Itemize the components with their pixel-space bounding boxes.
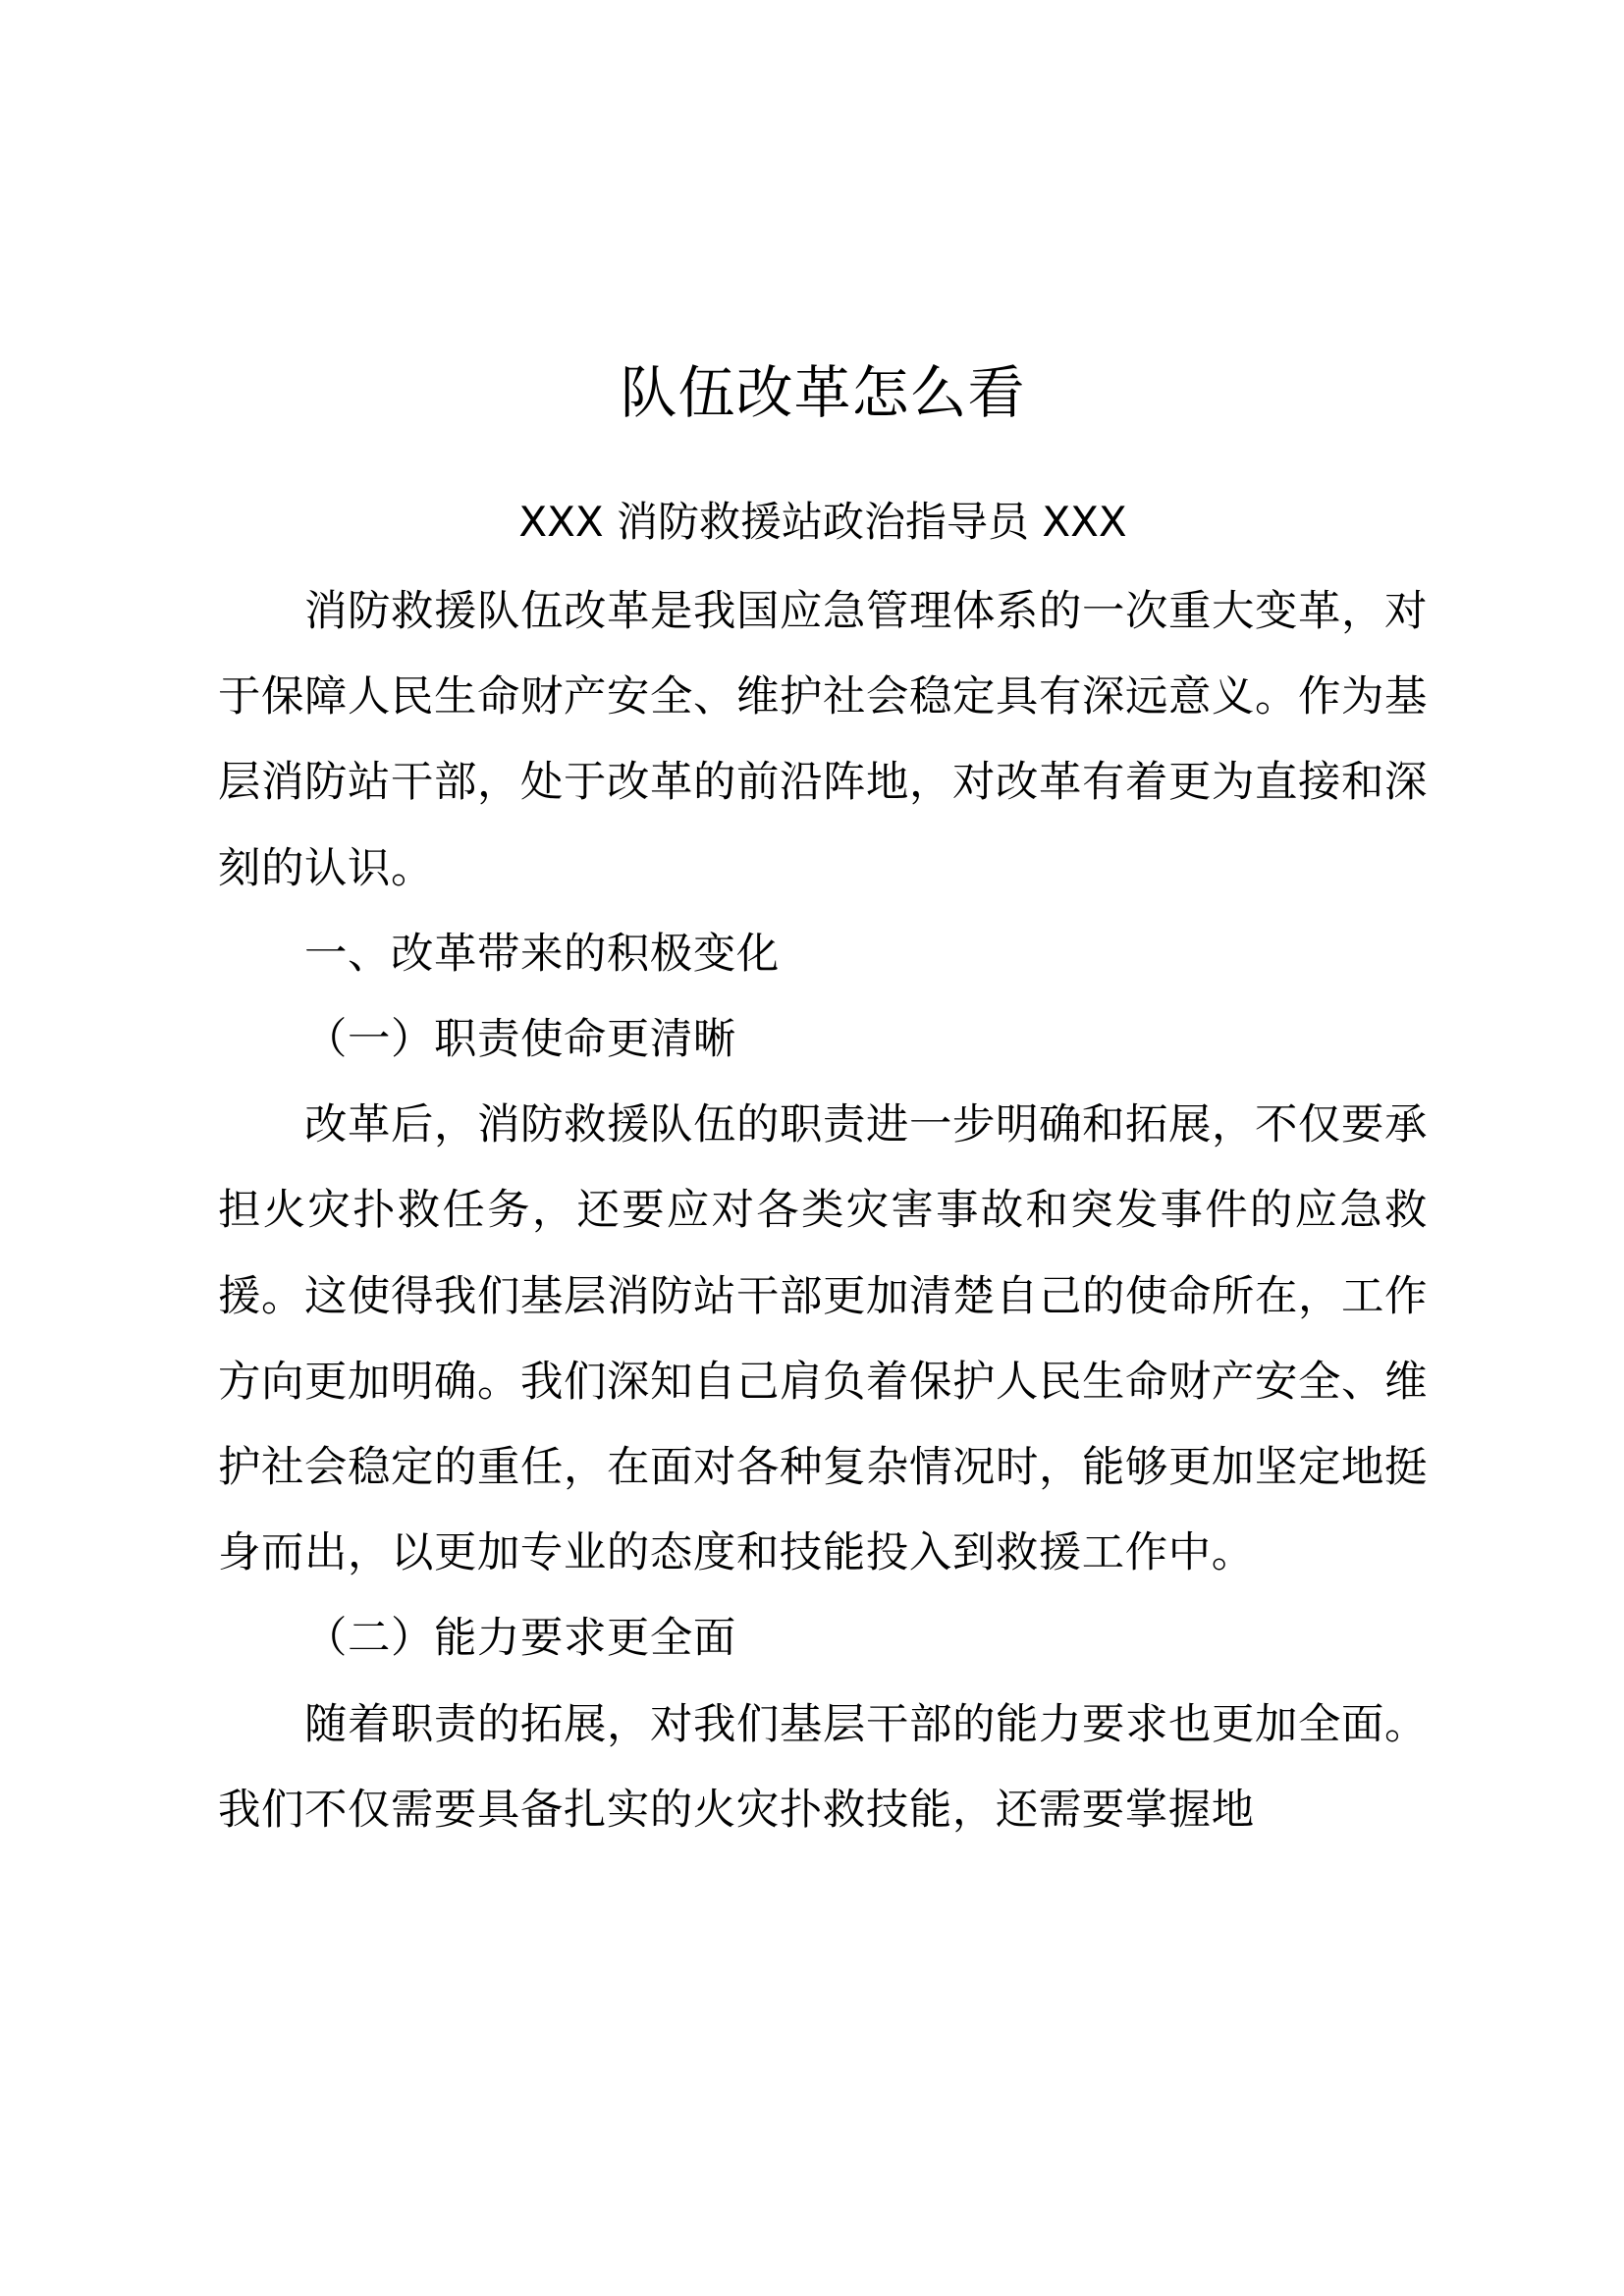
document-title: 队伍改革怎么看	[620, 359, 1026, 426]
document-body	[218, 569, 1428, 1853]
subsection-heading-2: （二）能力要求更全面	[304, 1614, 736, 1664]
document-byline: XXX 消防救援站政治指导员 XXX	[518, 498, 1127, 546]
paragraph-abilities: 随着职责的拓展，对我们基层干部的能力要求也更加全面。我们不仅需要具备扎实的火灾扑救技能，还需要掌握地	[218, 1699, 1428, 1835]
paragraph-responsibilities: 改革后，消防救援队伍的职责进一步明确和拓展，不仅要承担火灾扑救任务，还要应对各类灾害事故和突发事件的应急救援。这使得我们基层消防站干部更加清楚自己的使命所在，工作方向更加明确。我们深知自己肩负着保护人民生命财产安全、维护社会稳定的重任，在面对各种复杂情况时，能够更加坚定地挺身而出，以更加专业的态度和技能投入到救援工作中。	[218, 1100, 1428, 1578]
section-heading-1: 一、改革带来的积极变化	[304, 929, 780, 979]
subsection-heading-1: （一）职责使命更清晰	[304, 1015, 736, 1065]
paragraph-intro: 消防救援队伍改革是我国应急管理体系的一次重大变革，对于保障人民生命财产安全、维护社会稳定具有深远意义。作为基层消防站干部，处于改革的前沿阵地，对改革有着更为直接和深刻的认识。	[218, 587, 1428, 893]
